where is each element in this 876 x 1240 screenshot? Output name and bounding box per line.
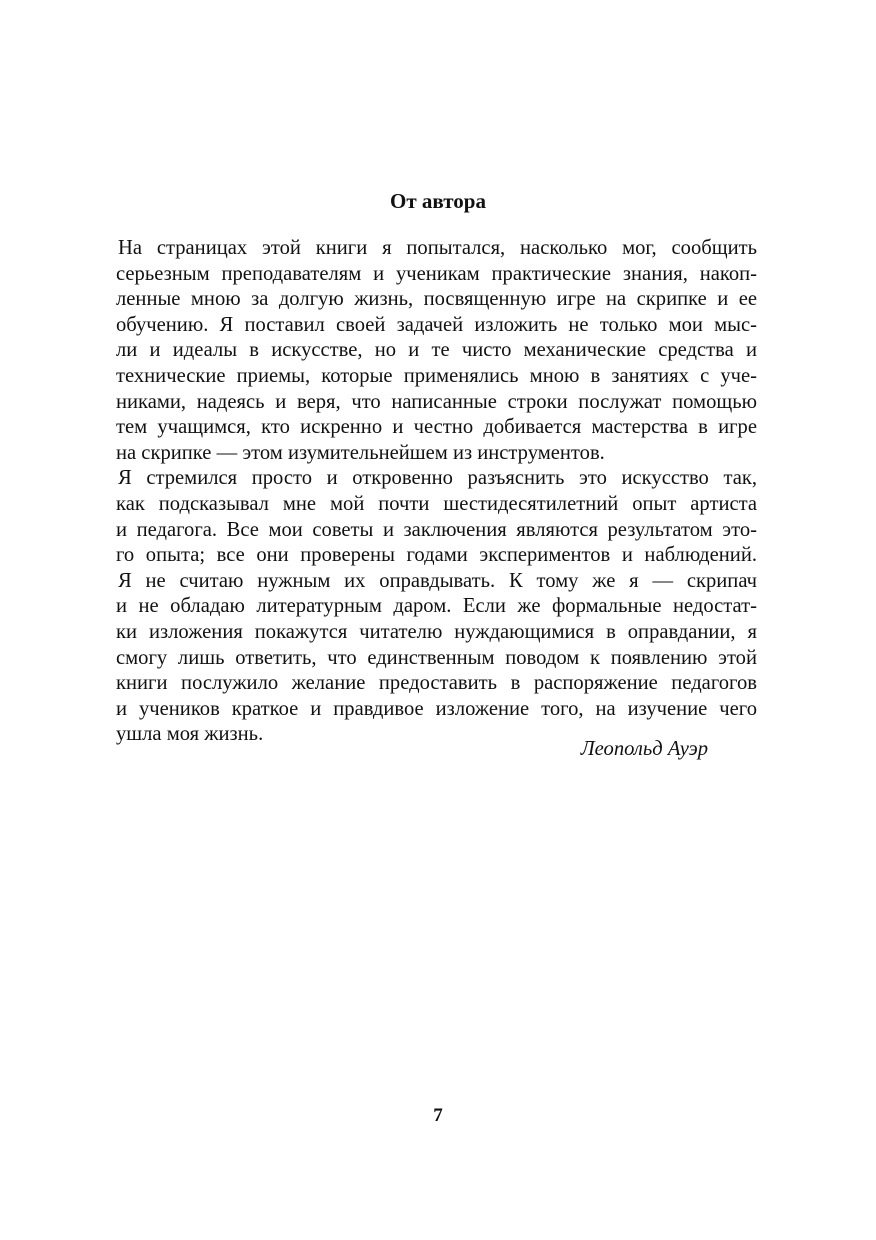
text-line: Я стремился просто и откровенно разъяснить это искусство так,	[118, 467, 757, 490]
text-line: технические приемы, которые применялись мною в занятиях с уче-	[116, 364, 757, 387]
text-line: и учеников краткое и правдивое изложение того, на изучение чего	[116, 697, 757, 720]
paragraph-2	[116, 466, 757, 568]
text-line: и не обладаю литературным даром. Если же формальные недостат-	[116, 595, 757, 618]
text-line: Я не считаю нужным их оправдывать. К тому же я — скрипач	[118, 569, 757, 592]
text-line: на скрипке — этом изумительнейшем из инструментов.	[116, 441, 605, 464]
paragraph-1	[116, 236, 757, 466]
paragraph-3	[116, 569, 757, 748]
text-line: тем учащимся, кто искренно и честно добивается мастерства в игре	[116, 416, 757, 439]
text-line: го опыта; все они проверены годами экспериментов и наблюдений.	[116, 544, 757, 567]
text-line: никами, надеясь и веря, что написанные строки послужат помощью	[116, 390, 757, 413]
text-line: как подсказывал мне мой почти шестидесятилетний опыт артиста	[116, 492, 757, 515]
text-line: ли и идеалы в искусстве, но и те чисто механические средства и	[116, 339, 757, 362]
text-line: обучению. Я поставил своей задачей изложить не только мои мыс-	[116, 313, 757, 336]
body-text	[116, 236, 757, 748]
text-line: и педагога. Все мои советы и заключения являются результатом это-	[116, 518, 757, 541]
page-number: 7	[433, 1105, 443, 1126]
text-line: смогу лишь ответить, что единственным поводом к появлению этой	[116, 646, 757, 669]
text-line: книги послужило желание предоставить в распоряжение педагогов	[116, 672, 757, 695]
text-line: На страницах этой книги я попытался, насколько мог, сообщить	[118, 237, 757, 259]
text-line: серьезным преподавателям и ученикам практические знания, накоп-	[116, 262, 757, 285]
text-line: ленные мною за долгую жизнь, посвященную игре на скрипке и ее	[116, 288, 757, 311]
text-line: ки изложения покажутся читателю нуждающимися в оправдании, я	[116, 620, 757, 643]
page-title: От автора	[390, 189, 486, 213]
author-signature: Леопольд Ауэр	[580, 738, 708, 760]
text-line: ушла моя жизнь.	[116, 723, 264, 746]
